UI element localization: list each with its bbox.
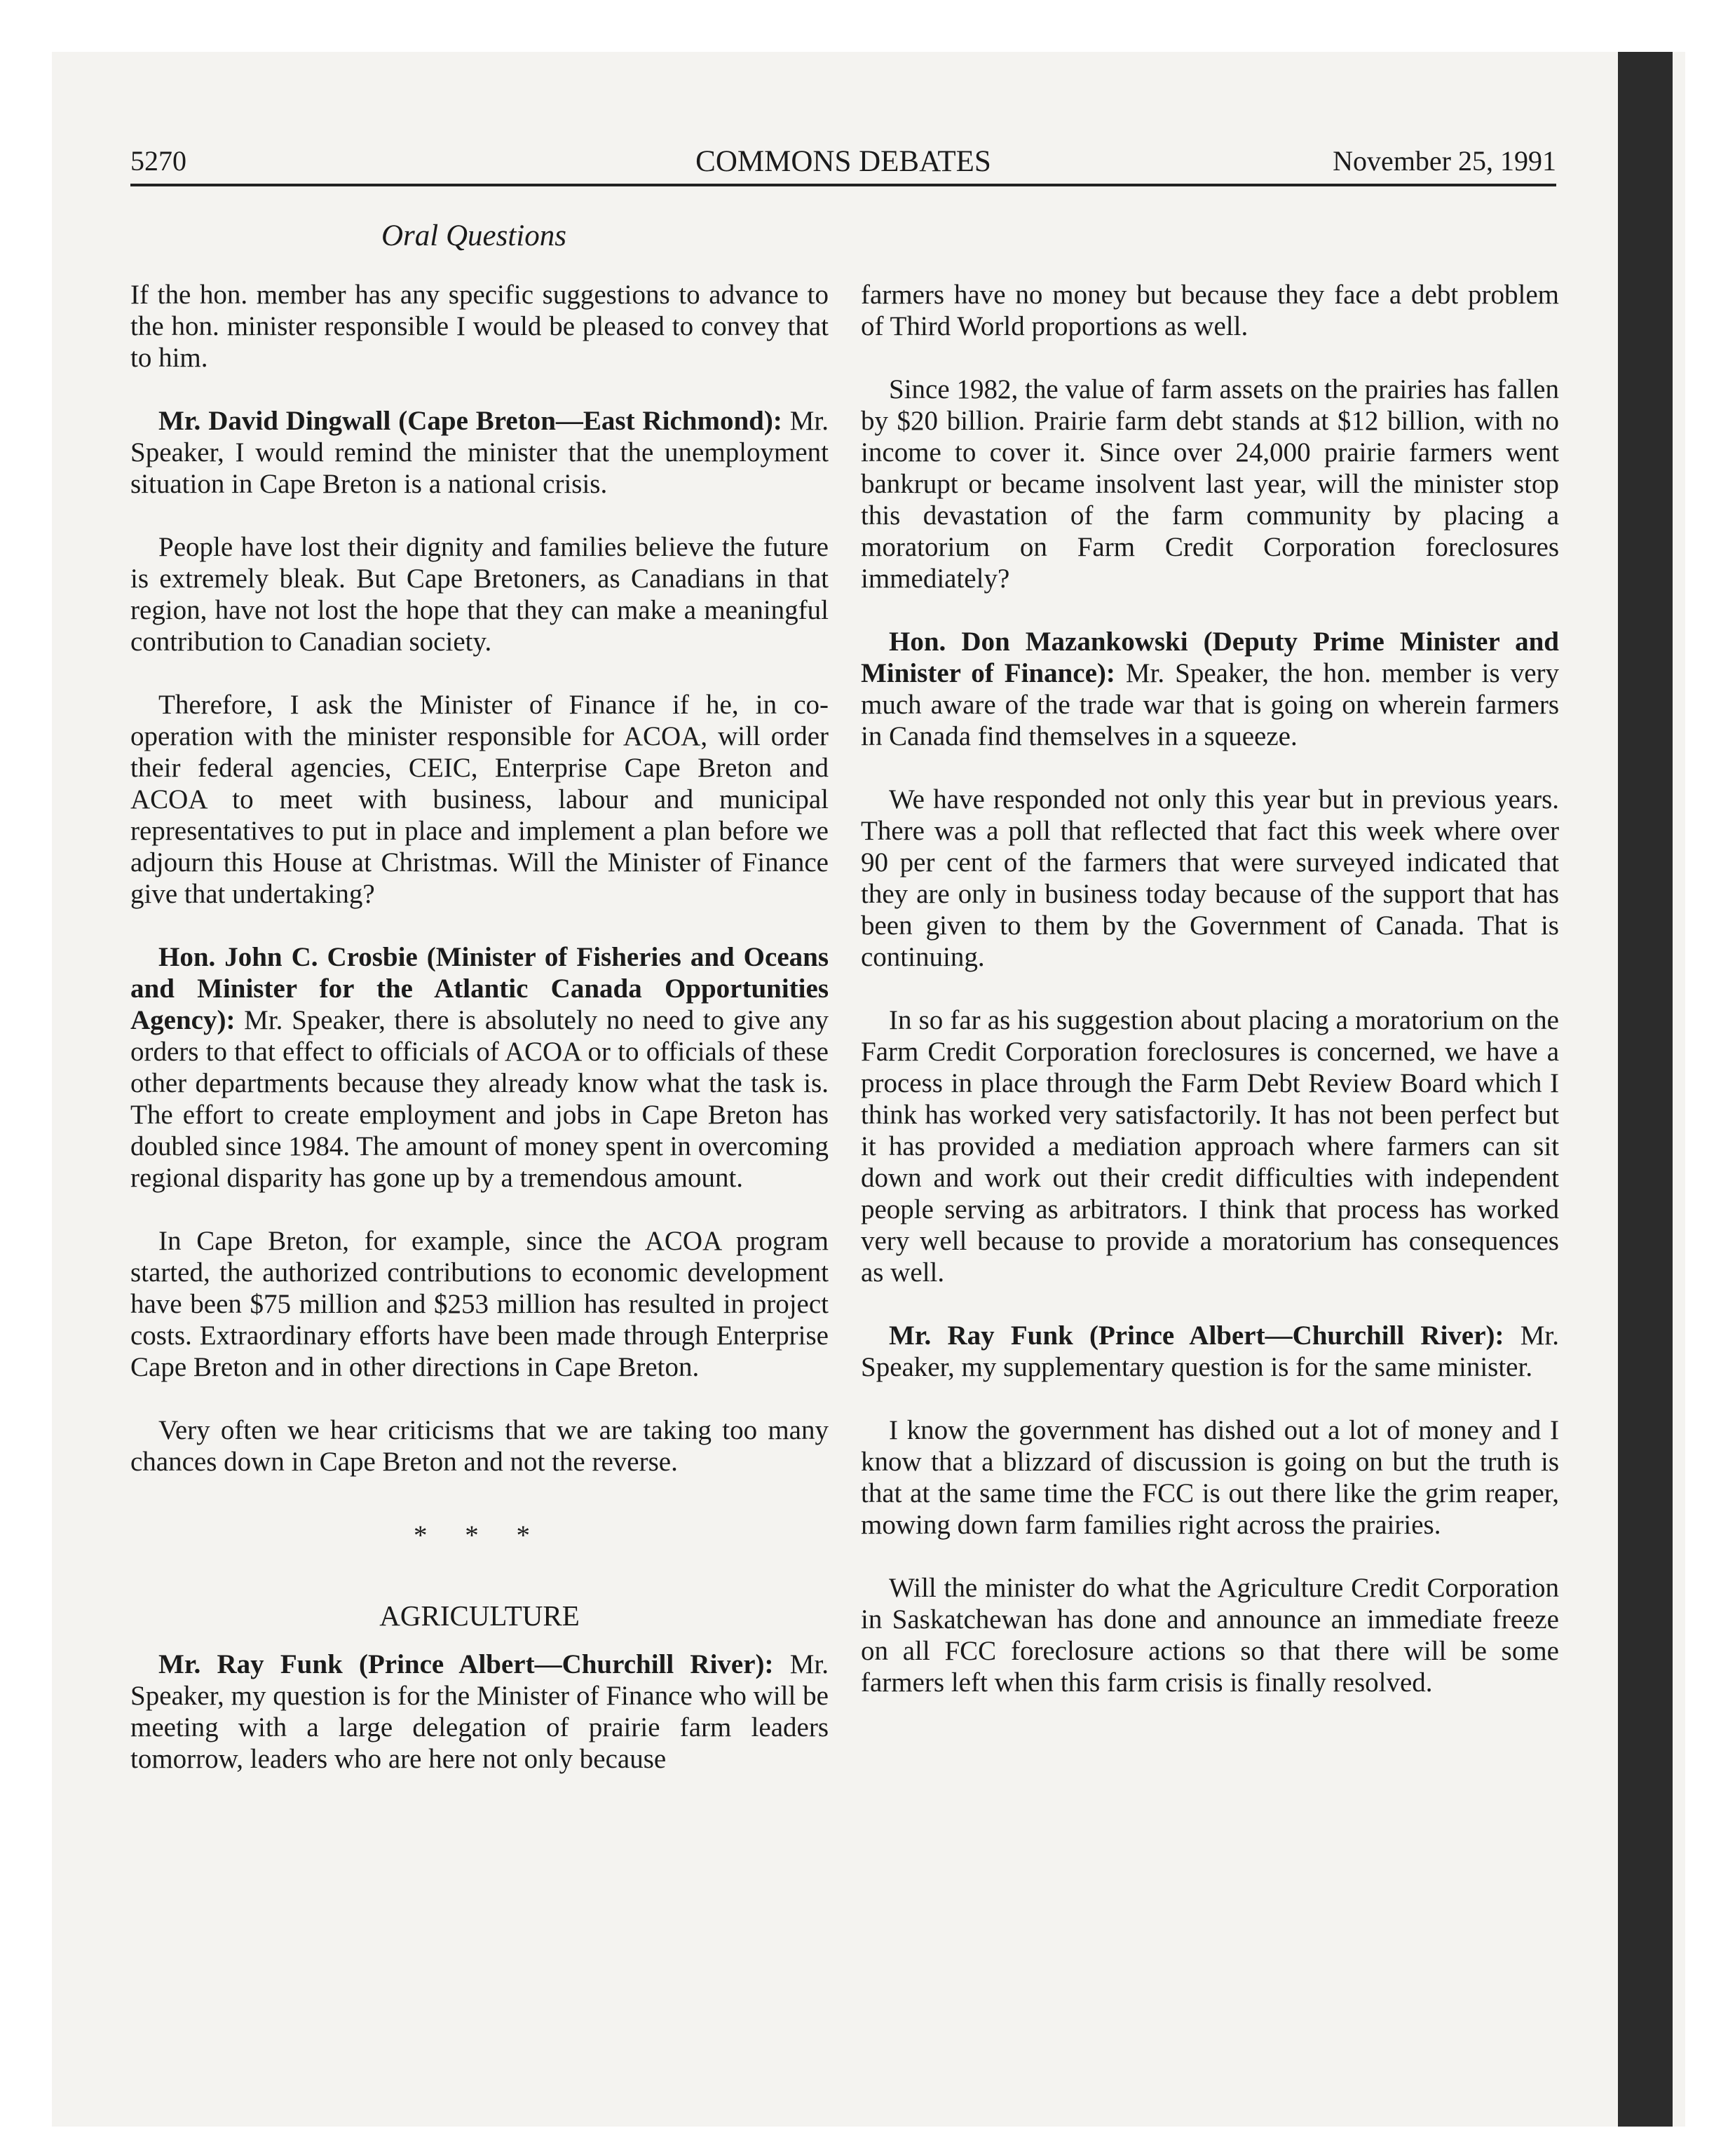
section-title: Oral Questions	[381, 219, 566, 252]
issue-date: November 25, 1991	[1333, 145, 1556, 177]
speaker-name: Hon. Don Mazankowski (Deputy Prime Minister and Minister of Finance):	[861, 627, 1559, 688]
speaker-name: Hon. John C. Crosbie (Minister of Fisheries and Oceans and Minister for the Atlantic Canada Opportunities Agency):	[130, 942, 829, 1035]
paragraph: People have lost their dignity and families believe the future is extremely bleak. But Cape Bretoners, as Canadians in that region, have not lost the hope that they can make a meaningful contribution to Canadian society.	[130, 532, 829, 657]
speech-text: Mr. Speaker, my supplementary question is for the same minister.	[861, 1321, 1559, 1382]
speech-text: Mr. Speaker, my question is for the Minister of Finance who will be meeting with a large delegation of prairie farm leaders tomorrow, leaders who are here not only because	[130, 1649, 829, 1774]
speaker-name: Mr. Ray Funk (Prince Albert—Churchill River):	[889, 1321, 1504, 1351]
speaker-name: Mr. David Dingwall (Cape Breton—East Richmond):	[158, 406, 782, 436]
running-header	[130, 144, 1556, 186]
paragraph: Since 1982, the value of farm assets on the prairies has fallen by $20 billion. Prairie farm debt stands at $12 billion, with no income to cover it. Since over 24,000 prairie farmers went bankrupt or became insolvent last year, will the minister stop this devastation of the farm community by placing a moratorium on Farm Credit Corporation foreclosures immediately?	[861, 374, 1559, 594]
paragraph: farmers have no money but because they face a debt problem of Third World proportions as well.	[861, 280, 1559, 341]
subject-heading: AGRICULTURE	[379, 1599, 580, 1632]
paragraph: I know the government has dished out a lot of money and I know that a blizzard of discussion is going on but the truth is that at the same time the FCC is out there like the grim reaper, mowing down farm families right across the prairies.	[861, 1415, 1559, 1540]
left-column	[130, 279, 829, 1806]
speech-paragraph	[130, 1649, 829, 1775]
paragraph: Very often we hear criticisms that we are taking too many chances down in Cape Breton and not the reverse.	[130, 1415, 829, 1477]
scan-edge-bar	[1618, 52, 1673, 2127]
paragraph: If the hon. member has any specific suggestions to advance to the hon. minister responsible I would be pleased to convey that to him.	[130, 280, 829, 373]
paragraph: Will the minister do what the Agriculture Credit Corporation in Saskatchewan has done and announce an immediate freeze on all FCC foreclosure actions so that there will be some farmers left when this farm crisis is finally resolved.	[861, 1573, 1559, 1698]
speaker-name: Mr. Ray Funk (Prince Albert—Churchill River):	[158, 1649, 774, 1679]
header-rule	[130, 184, 1556, 186]
speech-paragraph	[130, 941, 829, 1194]
publication-title: COMMONS DEBATES	[695, 145, 991, 178]
page-number: 5270	[130, 145, 186, 177]
paragraph: Therefore, I ask the Minister of Finance if he, in co-operation with the minister responsible for ACOA, will order their federal agencies, CEIC, Enterprise Cape Breton and ACOA to meet with business, labour and municipal representatives to put in place and implement a plan before we adjourn this House at Christmas. Will the Minister of Finance give that undertaking?	[130, 690, 829, 909]
right-column	[861, 279, 1559, 1730]
paragraph: In so far as his suggestion about placing a moratorium on the Farm Credit Corporation foreclosures is concerned, we have a process in place through the Farm Debt Review Board which I think has worked very satisfactorily. It has not been perfect but it has provided a mediation approach where farmers can sit down and work out their credit difficulties with independent people serving as arbitrators. I think that process has worked very well because to provide a moratorium has consequences as well.	[861, 1005, 1559, 1288]
speech-text: Mr. Speaker, there is absolutely no need to give any orders to that effect to officials of ACOA or to officials of these other departments because they already know what the task is. The effort to create employment and jobs in Cape Breton has doubled since 1984. The amount of money spent in overcoming regional disparity has gone up by a tremendous amount.	[130, 1005, 829, 1193]
paragraph: In Cape Breton, for example, since the ACOA program started, the authorized contributions to economic development have been $75 million and $253 million has resulted in project costs. Extraordinary efforts have been made through Enterprise Cape Breton and in other directions in Cape Breton.	[130, 1226, 829, 1382]
speech-text: Mr. Speaker, I would remind the minister that the unemployment situation in Cape Breton is a national crisis.	[130, 406, 829, 499]
paragraph: We have responded not only this year but in previous years. There was a poll that reflected that fact this week where over 90 per cent of the farmers that were surveyed indicated that they are only in business today because of the support that has been given to them by the Government of Canada. That is continuing.	[861, 784, 1559, 972]
speech-paragraph	[861, 1320, 1559, 1383]
speech-paragraph	[861, 626, 1559, 752]
section-separator: * * *	[414, 1520, 545, 1550]
speech-paragraph	[130, 405, 829, 500]
speech-text: Mr. Speaker, the hon. member is very much aware of the trade war that is going on wherein farmers in Canada find themselves in a squeeze.	[861, 658, 1560, 751]
